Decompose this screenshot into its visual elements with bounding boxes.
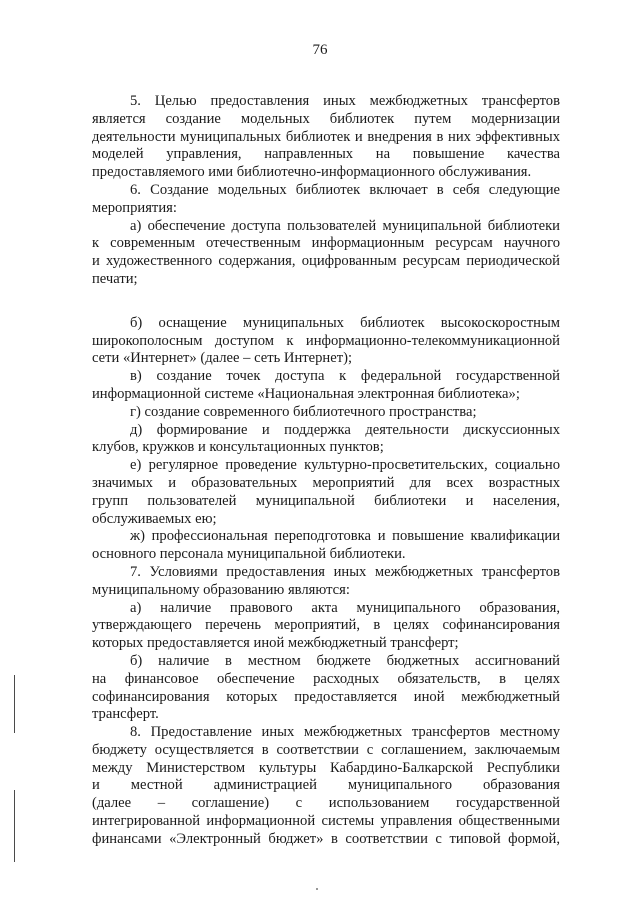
text-line: моделей управления, направленных на повышение качества [92,146,560,163]
text-line: 8. Предоставление иных межбюджетных трансфертов местному [130,724,560,741]
page-number: 76 [312,42,328,58]
text-line: в) создание точек доступа к федеральной государственной [130,368,560,385]
text-line: финансами «Электронный бюджет» в соответствии с типовой формой, [92,830,560,847]
text-line: клубов, кружков и консультационных пунктов; [92,439,384,456]
text-line: муниципальному образованию являются: [92,581,350,598]
text-line: которых предоставляется иной межбюджетный трансферт; [92,635,459,652]
text-line: является создание модельных библиотек путем модернизации [92,110,560,127]
paragraph-gap [92,289,560,315]
text-line: мероприятия: [92,199,177,216]
text-line: широкополосным доступом к информационно-телекоммуникационной [92,332,560,349]
text-line: трансферт. [92,706,159,723]
text-line: печати; [92,270,138,287]
text-line: предоставляемого ими библиотечно-информационного обслуживания. [92,164,532,181]
text-line: 7. Условиями предоставления иных межбюджетных трансфертов [130,563,560,580]
text-line: сети «Интернет» (далее – сеть Интернет); [92,350,352,367]
text-line: (далее – соглашение) с использованием государственной [92,795,560,812]
text-line: деятельности муниципальных библиотек и внедрения в них эффективных [92,128,560,145]
text-line: д) формирование и поддержка деятельности дискуссионных [130,421,560,438]
text-line: на финансовое обеспечение расходных обязательств, в целях [92,670,560,687]
text-line: информационной системе «Национальная электронная библиотека»; [92,385,520,402]
text-line: значимых и образовательных мероприятий для всех возрастных [92,474,560,491]
text-line: а) наличие правового акта муниципального образования, [130,599,560,616]
text-line: основного персонала муниципальной библиотеки. [92,546,406,563]
text-line: г) создание современного библиотечного пространства; [130,403,477,420]
text-line: е) регулярное проведение культурно-просветительских, социально [130,457,560,474]
document-body [92,93,560,849]
text-line: обслуживаемых ею; [92,510,217,527]
text-line: б) оснащение муниципальных библиотек высокоскоростным [130,314,560,331]
text-line: 6. Создание модельных библиотек включает в себя следующие [130,181,560,198]
text-line: интегрированной информационной системы управления общественными [92,813,560,830]
text-line: а) обеспечение доступа пользователей муниципальной библиотеки [130,217,560,234]
text-line: б) наличие в местном бюджете бюджетных ассигнований [130,652,560,669]
text-line: и художественного содержания, оцифрованным ресурсам периодической [92,253,560,270]
scan-margin-line [14,790,15,862]
text-line: ж) профессиональная переподготовка и повышение квалификации [130,528,560,545]
text-line: утверждающего перечень мероприятий, в целях софинансирования [92,617,560,634]
text-line: софинансирования которых предоставляется иной межбюджетный [92,688,560,705]
text-line: между Министерством культуры Кабардино-Балкарской Республики [92,759,560,776]
text-line: 5. Целью предоставления иных межбюджетных трансфертов [130,93,560,109]
text-line: к современным отечественным информационным ресурсам научного [92,235,560,252]
text-line: бюджету осуществляется в соответствии с соглашением, заключаемым [92,741,560,758]
text-line: групп пользователей муниципальной библиотеки и населения, [92,492,560,509]
scan-speck [316,888,318,890]
text-line: и местной администрацией муниципального образования [92,777,560,794]
scan-margin-line [14,675,15,733]
